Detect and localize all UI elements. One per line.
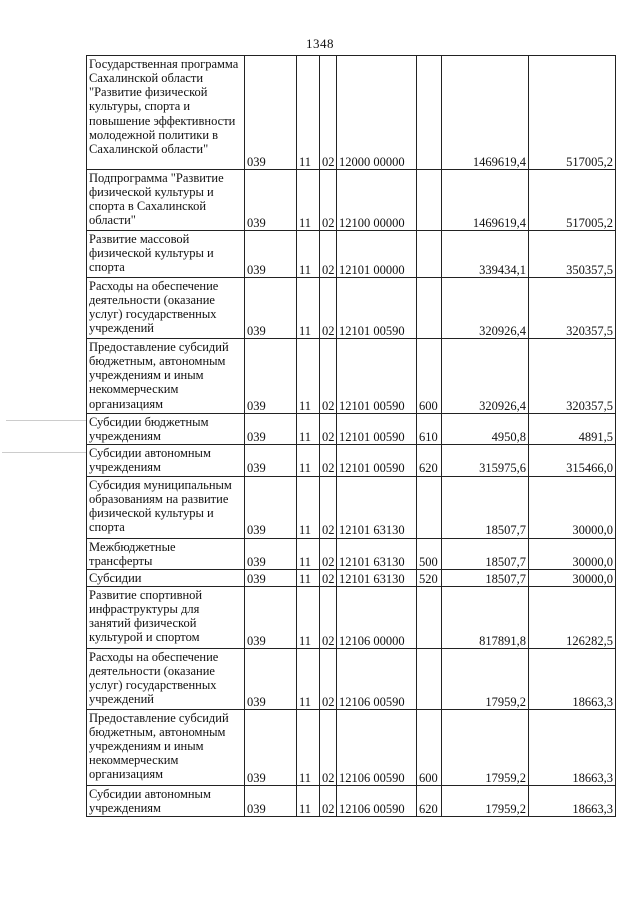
section-code: 11	[297, 56, 320, 170]
target-code: 12101 63130	[337, 569, 417, 586]
subsection-code: 02	[320, 339, 337, 414]
target-code: 12106 00000	[337, 586, 417, 648]
ministry-code: 039	[245, 414, 297, 445]
subsection-code: 02	[320, 445, 337, 476]
subsection-code: 02	[320, 476, 337, 538]
amount-1: 17959,2	[442, 785, 529, 816]
target-code: 12101 63130	[337, 476, 417, 538]
table-row	[87, 476, 616, 538]
row-name: Предоставление субсидий бюджетным, автономным учреждениям и иным некоммерческим организациям	[87, 709, 245, 785]
ministry-code: 039	[245, 278, 297, 339]
subsection-code: 02	[320, 785, 337, 816]
amount-1: 18507,7	[442, 538, 529, 569]
amount-1: 817891,8	[442, 586, 529, 648]
target-code: 12101 00000	[337, 231, 417, 278]
amount-2: 30000,0	[529, 569, 616, 586]
ministry-code: 039	[245, 231, 297, 278]
table-row	[87, 586, 616, 648]
table-row	[87, 569, 616, 586]
amount-2: 517005,2	[529, 170, 616, 231]
row-name: Субсидии	[87, 569, 245, 586]
amount-2: 18663,3	[529, 648, 616, 709]
subsection-code: 02	[320, 414, 337, 445]
row-name: Субсидии бюджетным учреждениям	[87, 414, 245, 445]
subsection-code: 02	[320, 569, 337, 586]
ministry-code: 039	[245, 476, 297, 538]
amount-1: 339434,1	[442, 231, 529, 278]
ministry-code: 039	[245, 586, 297, 648]
section-code: 11	[297, 339, 320, 414]
scan-artifact-line	[2, 452, 86, 453]
section-code: 11	[297, 278, 320, 339]
row-name: Субсидия муниципальным образованиям на развитие физической культуры и спорта	[87, 476, 245, 538]
table-row	[87, 785, 616, 816]
amount-2: 517005,2	[529, 56, 616, 170]
amount-1: 1469619,4	[442, 170, 529, 231]
table-row	[87, 648, 616, 709]
page-number: 1348	[306, 36, 334, 51]
amount-1: 320926,4	[442, 278, 529, 339]
section-code: 11	[297, 476, 320, 538]
row-name: Субсидии автономным учреждениям	[87, 445, 245, 476]
table-row	[87, 170, 616, 231]
table-row	[87, 339, 616, 414]
amount-2: 30000,0	[529, 476, 616, 538]
table-row	[87, 414, 616, 445]
amount-1: 1469619,4	[442, 56, 529, 170]
row-name: Расходы на обеспечение деятельности (оказание услуг) государственных учреждений	[87, 278, 245, 339]
section-code: 11	[297, 231, 320, 278]
subsection-code: 02	[320, 709, 337, 785]
amount-2: 18663,3	[529, 785, 616, 816]
ministry-code: 039	[245, 648, 297, 709]
subsection-code: 02	[320, 170, 337, 231]
subsection-code: 02	[320, 231, 337, 278]
target-code: 12101 00590	[337, 278, 417, 339]
amount-1: 17959,2	[442, 648, 529, 709]
section-code: 11	[297, 414, 320, 445]
ministry-code: 039	[245, 785, 297, 816]
subsection-code: 02	[320, 538, 337, 569]
expense-type-code	[417, 586, 442, 648]
expense-type-code: 600	[417, 339, 442, 414]
amount-2: 320357,5	[529, 339, 616, 414]
expense-type-code: 520	[417, 569, 442, 586]
target-code: 12101 00590	[337, 339, 417, 414]
section-code: 11	[297, 538, 320, 569]
amount-2: 4891,5	[529, 414, 616, 445]
table-row	[87, 56, 616, 170]
amount-1: 17959,2	[442, 709, 529, 785]
section-code: 11	[297, 170, 320, 231]
subsection-code: 02	[320, 648, 337, 709]
budget-table	[86, 55, 616, 817]
amount-2: 350357,5	[529, 231, 616, 278]
section-code: 11	[297, 586, 320, 648]
target-code: 12101 00590	[337, 414, 417, 445]
section-code: 11	[297, 648, 320, 709]
table-row	[87, 709, 616, 785]
ministry-code: 039	[245, 709, 297, 785]
subsection-code: 02	[320, 278, 337, 339]
expense-type-code	[417, 231, 442, 278]
expense-type-code	[417, 170, 442, 231]
amount-1: 320926,4	[442, 339, 529, 414]
section-code: 11	[297, 569, 320, 586]
expense-type-code: 500	[417, 538, 442, 569]
expense-type-code	[417, 56, 442, 170]
amount-2: 18663,3	[529, 709, 616, 785]
subsection-code: 02	[320, 586, 337, 648]
section-code: 11	[297, 785, 320, 816]
amount-2: 30000,0	[529, 538, 616, 569]
target-code: 12100 00000	[337, 170, 417, 231]
expense-type-code	[417, 278, 442, 339]
ministry-code: 039	[245, 170, 297, 231]
table-row	[87, 538, 616, 569]
target-code: 12106 00590	[337, 648, 417, 709]
ministry-code: 039	[245, 538, 297, 569]
expense-type-code: 620	[417, 445, 442, 476]
ministry-code: 039	[245, 339, 297, 414]
subsection-code: 02	[320, 56, 337, 170]
table-row	[87, 278, 616, 339]
ministry-code: 039	[245, 56, 297, 170]
target-code: 12101 63130	[337, 538, 417, 569]
ministry-code: 039	[245, 569, 297, 586]
section-code: 11	[297, 709, 320, 785]
expense-type-code: 610	[417, 414, 442, 445]
amount-2: 126282,5	[529, 586, 616, 648]
target-code: 12101 00590	[337, 445, 417, 476]
row-name: Субсидии автономным учреждениям	[87, 785, 245, 816]
expense-type-code	[417, 476, 442, 538]
row-name: Государственная программа Сахалинской области "Развитие физической культуры, спорта и повышение эффективности молодежной политики в Сахалинской области"	[87, 56, 245, 170]
row-name: Подпрограмма "Развитие физической культуры и спорта в Сахалинской области"	[87, 170, 245, 231]
expense-type-code	[417, 648, 442, 709]
expense-type-code: 600	[417, 709, 442, 785]
amount-1: 4950,8	[442, 414, 529, 445]
amount-2: 315466,0	[529, 445, 616, 476]
ministry-code: 039	[245, 445, 297, 476]
row-name: Развитие массовой физической культуры и спорта	[87, 231, 245, 278]
row-name: Расходы на обеспечение деятельности (оказание услуг) государственных учреждений	[87, 648, 245, 709]
scan-artifact-line	[6, 420, 86, 421]
target-code: 12106 00590	[337, 785, 417, 816]
amount-2: 320357,5	[529, 278, 616, 339]
row-name: Развитие спортивной инфраструктуры для занятий физической культурой и спортом	[87, 586, 245, 648]
table-row	[87, 231, 616, 278]
row-name: Межбюджетные трансферты	[87, 538, 245, 569]
amount-1: 18507,7	[442, 476, 529, 538]
amount-1: 315975,6	[442, 445, 529, 476]
table-row	[87, 445, 616, 476]
amount-1: 18507,7	[442, 569, 529, 586]
section-code: 11	[297, 445, 320, 476]
expense-type-code: 620	[417, 785, 442, 816]
target-code: 12106 00590	[337, 709, 417, 785]
target-code: 12000 00000	[337, 56, 417, 170]
row-name: Предоставление субсидий бюджетным, автономным учреждениям и иным некоммерческим организациям	[87, 339, 245, 414]
